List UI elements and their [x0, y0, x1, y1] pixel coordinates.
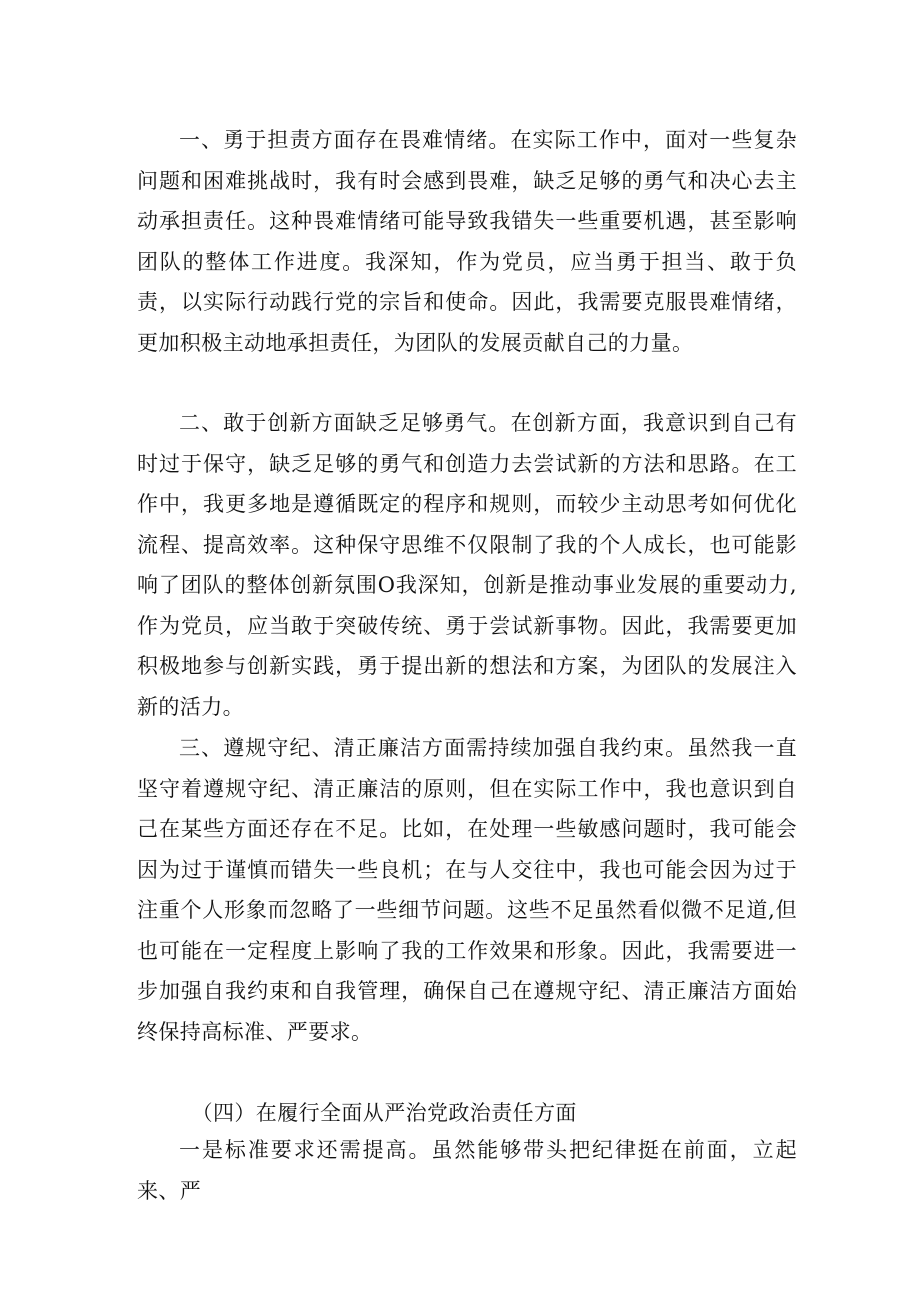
paragraph-courage-responsibility: 一、勇于担责方面存在畏难情绪。在实际工作中，面对一些复杂问题和困难挑战时，我有时会感到畏难，缺乏足够的勇气和决心去主动承担责任。这种畏难情绪可能导致我错失一些重要机遇，甚至影响团队的整体工作进度。我深知，作为党员，应当勇于担当、敢于负责，以实际行动践行党的宗旨和使命。因此，我需要克服畏难情绪，更加积极主动地承担责任，为团队的发展贡献自己的力量。: [137, 128, 797, 355]
section-heading-four: （四）在履行全面从严治党政治责任方面: [191, 1101, 577, 1125]
paragraph-discipline-integrity: 三、遵规守纪、清正廉洁方面需持续加强自我约束。虽然我一直坚守着遵规守纪、清正廉洁的原则，但在实际工作中，我也意识到自己在某些方面还存在不足。比如，在处理一些敏感问题时，我可能会因为过于谨慎而错失一些良机；在与人交往中，我也可能会因为过于注重个人形象而忽略了一些细节问题。这些不足虽然看似微不足道,但也可能在一定程度上影响了我的工作效果和形象。因此，我需要进一步加强自我约束和自我管理，确保自己在遵规守纪、清正廉洁方面始终保持高标准、严要求。: [137, 736, 797, 1044]
paragraph-innovation: 二、敢于创新方面缺乏足够勇气。在创新方面，我意识到自己有时过于保守，缺乏足够的勇气和创造力去尝试新的方法和思路。在工作中，我更多地是遵循既定的程序和规则，而较少主动思考如何优化流程、提高效率。这种保守思维不仅限制了我的个人成长，也可能影响了团队的整体创新氛围O我深知，创新是推动事业发展的重要动力,作为党员，应当敢于突破传统、勇于尝试新事物。因此，我需要更加积极地参与创新实践，勇于提出新的想法和方案，为团队的发展注入新的活力。: [137, 411, 797, 719]
paragraph-standards: 一是标准要求还需提高。虽然能够带头把纪律挺在前面，立起来、严: [137, 1138, 797, 1203]
